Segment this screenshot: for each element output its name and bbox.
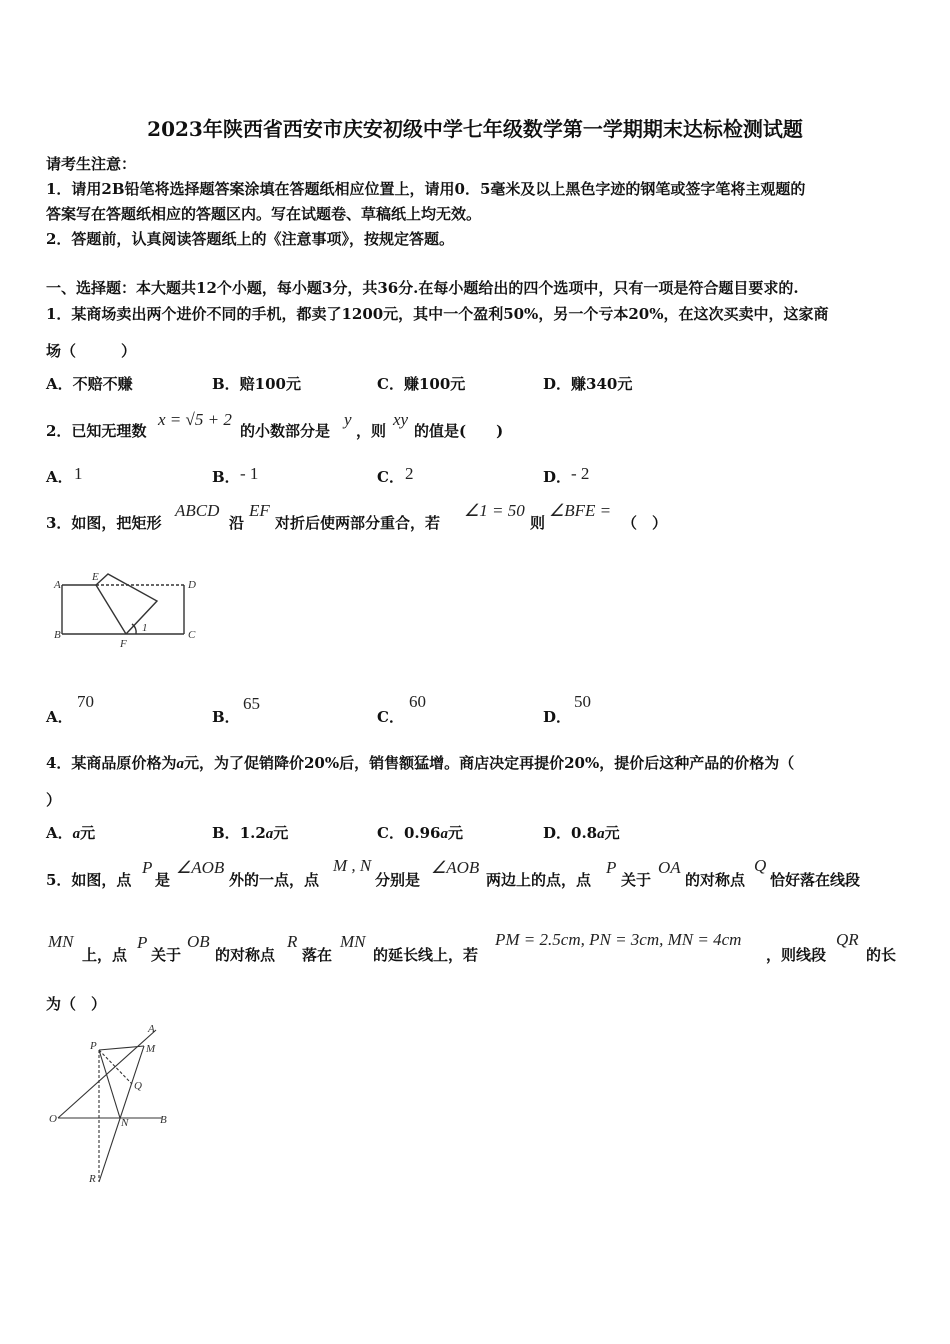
q4-text-a-2: 元，为了促销降价20%后，销售额猛增。商店决定再提价20%，提价后这种产品的价格为（ [183,754,795,772]
q1-text-b: 场（ ） [46,342,137,360]
q2-mid-2: ，则 [356,422,387,440]
q4-option-d-var: a [597,826,605,842]
q3-fold-ef [96,585,126,634]
q4-option-c [377,822,463,843]
q2-option-a-label: A． [46,468,73,486]
q3-label-d: D [188,579,196,591]
q2-var-xy: xy [393,410,409,429]
q2-suffix: 的值是( ) [414,422,504,440]
q4-option-b-num: 1.2 [239,824,266,842]
q2-option-d-value: - 2 [571,464,590,483]
q3-option-b-label: B． [212,708,240,726]
q3-option-d-value: 50 [574,692,591,711]
q5-p3: 外的一点，点 [229,871,320,889]
q5-angle-aob: ∠AOB [176,858,225,877]
q4-option-a-unit: 元 [80,824,96,842]
q5-label-m: M [146,1043,156,1055]
q3-figure [50,565,210,655]
q3-label-a: A [54,579,61,591]
q3-given-angle: ∠1 = 50 [464,501,525,520]
q5-label-o: O [49,1113,57,1125]
q4-option-b [212,822,288,843]
notice-line-1b: 答案写在答题纸相应的答题区内。写在试题卷、草稿纸上均无效。 [46,205,482,223]
q5-point-r: R [287,932,298,951]
q4-option-c-label: C． [377,824,404,842]
q4-option-d-unit: 元 [604,824,620,842]
q5-point-p-2: P [606,858,617,877]
q4-option-b-var: a [265,826,274,842]
q4-option-c-unit: 元 [448,824,464,842]
q5-label-p: P [90,1040,97,1052]
q4-text-a [46,752,794,773]
q3-option-c-value: 60 [409,692,426,711]
q3-option-a-value: 70 [77,692,94,711]
q5-label-q: Q [134,1080,142,1092]
q5-given: PM = 2.5cm, PN = 3cm, MN = 4cm [495,930,742,949]
q3-label-f: F [120,638,127,650]
q4-option-b-label: B． [212,824,240,842]
q5-segment-pn [99,1050,120,1118]
q4-option-a-label: A． [46,824,73,842]
q5-p10: 关于 [151,946,182,964]
q5-p1: 5．如图，点 [46,871,132,889]
q5-point-p: P [142,858,153,877]
q4-option-b-unit: 元 [273,824,289,842]
q5-p8: 恰好落在线段 [770,871,861,889]
q4-option-d [543,822,620,843]
notice-heading: 请考生注意： [46,155,137,173]
q5-figure [44,1022,184,1192]
q2-mid-1: 的小数部分是 [240,422,331,440]
q5-line-oa: OA [658,858,681,877]
q5-segment-qr: QR [836,930,859,949]
q4-option-c-var: a [440,826,448,842]
q3-prefix: 3．如图，把矩形 [46,514,162,532]
q3-target-angle: ∠BFE = [549,501,612,520]
q3-folded-part [96,574,157,634]
q5-point-p-3: P [137,933,148,952]
q5-segment-mn: MN [48,932,74,951]
q2-option-d-label: D． [543,468,572,486]
q3-mid-2: 对折后使两部分重合，若 [275,514,441,532]
q5-p4: 分别是 [375,871,421,889]
q5-point-q: Q [754,856,767,875]
q4-option-a [46,822,95,843]
q3-label-b: B [54,629,61,641]
q1-option-c: C．赚100元 [377,375,466,393]
q2-prefix: 2．已知无理数 [46,422,147,440]
q5-p5: 两边上的点，点 [486,871,592,889]
q5-label-n: N [121,1117,129,1129]
q4-text-a-1: 4．某商品原价格为 [46,754,177,772]
q2-expression: x = √5 + 2 [158,410,232,429]
q1-text-a: 1．某商场卖出两个进价不同的手机，都卖了1200元，其中一个盈利50%，另一个亏本20%，在这次买卖中，这家商 [46,305,829,323]
q3-label-e: E [92,571,99,583]
q4-option-d-num: 0.8 [571,824,598,842]
q1-option-d: D．赚340元 [543,375,633,393]
q2-option-b-value: - 1 [240,464,259,483]
q5-angle-aob-2: ∠AOB [431,858,480,877]
q5-p6: 关于 [621,871,652,889]
q2-option-c-value: 2 [405,464,414,483]
q5-p2: 是 [155,871,171,889]
q3-option-b-value: 65 [243,694,260,713]
q3-rect-name: ABCD [175,501,220,520]
q5-label-b: B [160,1114,167,1126]
q3-option-c-label: C． [377,708,404,726]
q3-option-a-label: A． [46,708,73,726]
q3-mid-1: 沿 [229,514,245,532]
q5-p14: ，则线段 [766,946,827,964]
q5-p15: 的长 [866,946,897,964]
q3-label-1: 1 [142,622,148,634]
q5-ray-oa [58,1030,156,1118]
q5-label-r: R [89,1173,96,1185]
page-title: 2023年陕西省西安市庆安初级中学七年级数学第一学期期末达标检测试题 [147,117,803,141]
q1-option-b: B．赔100元 [212,375,301,393]
q5-line-ob: OB [187,932,210,951]
notice-line-1a: 1．请用2B铅笔将选择题答案涂填在答题纸相应位置上，请用0．5毫米及以上黑色字迹的钢笔或签字笔将主观题的 [46,180,806,198]
q3-mid-3: 则 [530,514,546,532]
q3-suffix: （ ） [622,514,668,532]
q4-text-b: ） [46,791,62,809]
q3-angle-arc [132,624,136,634]
q5-label-a: A [148,1023,155,1035]
q4-var-a: a [176,756,184,772]
q5-p12: 落在 [302,946,333,964]
q2-option-a-value: 1 [74,464,83,483]
section-heading: 一、选择题：本大题共12个小题，每小题3分，共36分.在每小题给出的四个选项中，只有一项是符合题目要求的. [46,279,799,297]
q2-var-y: y [344,410,352,429]
q4-option-d-label: D． [543,824,572,842]
notice-line-2: 2．答题前，认真阅读答题纸上的《注意事项》，按规定答题。 [46,230,454,248]
q5-p11: 的对称点 [215,946,276,964]
q3-label-c: C [188,629,196,641]
q2-option-b-label: B． [212,468,240,486]
q4-option-c-num: 0.96 [403,824,441,842]
q5-segment-mn-2: MN [340,932,366,951]
q5-p9: 上，点 [82,946,128,964]
q5-p7: 的对称点 [685,871,746,889]
q5-p16: 为（ ） [46,995,107,1013]
q3-option-d-label: D． [543,708,572,726]
q5-segment-pm [99,1046,144,1050]
q3-fold-line: EF [249,501,270,520]
q5-p13: 的延长线上，若 [373,946,479,964]
q4-option-a-var: a [72,826,81,842]
q2-option-c-label: C． [377,468,404,486]
q5-points-mn: M , N [333,856,372,875]
q1-option-a: A．不赔不赚 [46,375,133,393]
q5-line-mr [99,1046,144,1182]
